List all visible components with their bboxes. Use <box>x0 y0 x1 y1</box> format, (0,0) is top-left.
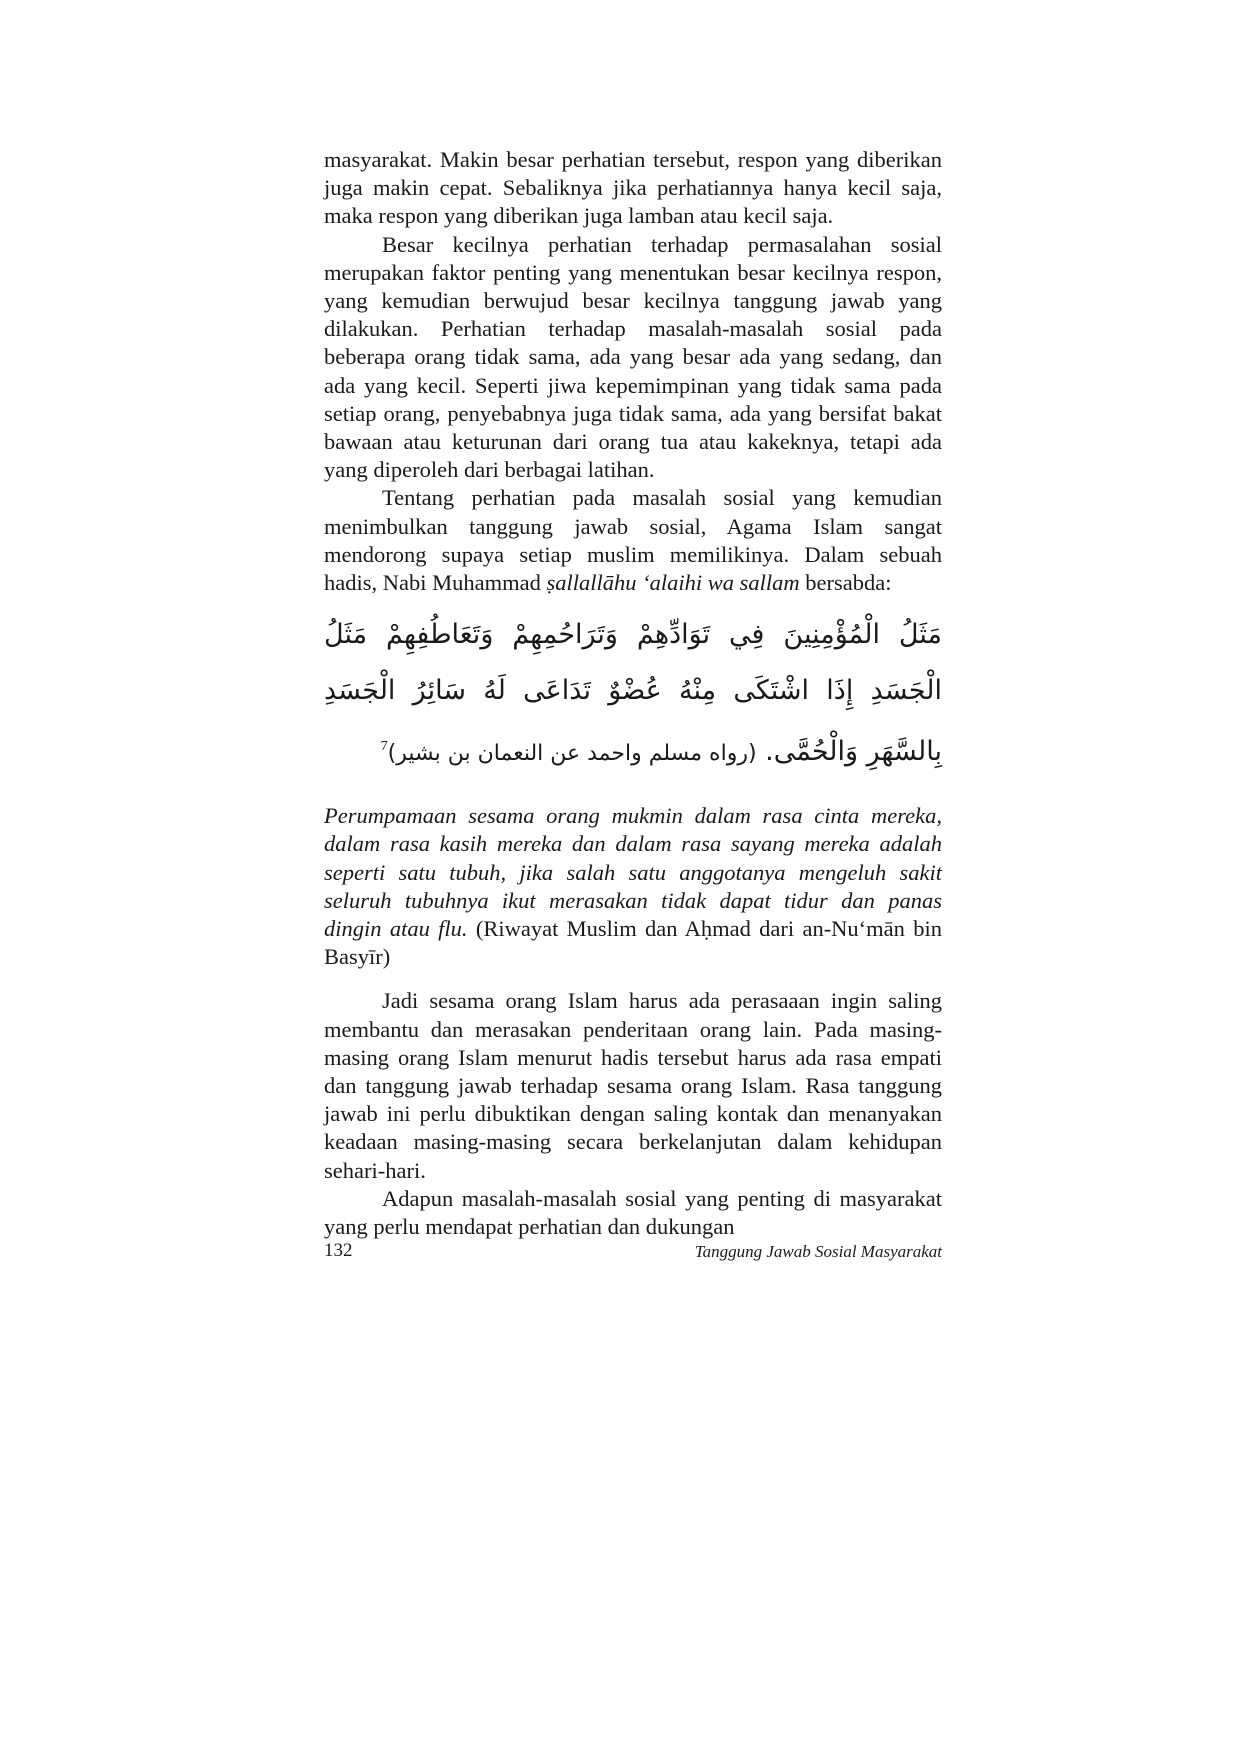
hadith-arabic <box>324 607 942 782</box>
paragraph-4: Jadi sesama orang Islam harus ada perasaaan ingin saling membantu dan merasakan penderitaan orang lain. Pada masing-masing orang Islam menurut hadis tersebut harus ada rasa empati dan tanggung jawab terhadap sesama orang Islam. Rasa tanggung jawab ini perlu dibuktikan dengan saling kontak dan menanyakan keadaan masing-masing secara berkelanjutan dalam kehidupan sehari-hari. <box>324 988 942 1183</box>
hadith-narration: (رواه مسلم واحمد عن النعمان بن بشير) <box>387 741 757 767</box>
page-footer <box>324 1240 942 1270</box>
hadith-arabic-text: مَثَلُ الْمُؤْمِنِينَ فِي تَوَادِّهِمْ وَتَرَاحُمِهِمْ وَتَعَاطُفِهِمْ مَثَلُ الْجَسَدِ إِذَا اشْتَكَى مِنْهُ عُضْوٌ تَدَاعَى لَهُ سَائِرُ الْجَسَدِ بِالسَّهَرِ وَالْحُمَّى. <box>324 619 942 768</box>
paragraph-3-start: Tentang perhatian pada masalah sosial yang kemudian menimbulkan tanggung jawab sosial, Agama Islam sangat mendorong supaya setiap muslim memilikinya. Dalam sebuah hadis, Nabi Muhammad <box>324 485 942 596</box>
translation-source: (Riwayat Muslim dan Aḥmad dari an-Nu‘mān bin Basyīr) <box>324 916 942 970</box>
footnote-reference: 7 <box>380 739 388 755</box>
hadith-translation <box>324 802 942 971</box>
page-number: 132 <box>324 1240 353 1261</box>
running-title: Tanggung Jawab Sosial Masyarakat <box>694 1242 942 1261</box>
translation-text: Perumpamaan sesama orang mukmin dalam rasa cinta mereka, dalam rasa kasih mereka dan dalam rasa sayang mereka adalah seperti satu tubuh, jika salah satu anggotanya mengeluh sakit seluruh tubuhnya ikut merasakan tidak dapat tidur dan panas dingin atau flu. <box>324 803 942 942</box>
paragraph-1: masyarakat. Makin besar perhatian tersebut, respon yang diberikan juga makin cepat. Sebaliknya jika perhatiannya hanya kecil saja, maka respon yang diberikan juga lamban atau kecil saja. <box>324 147 942 229</box>
paragraph-2: Besar kecilnya perhatian terhadap permasalahan sosial merupakan faktor penting yang menentukan besar kecilnya respon, yang kemudian berwujud besar kecilnya tanggung jawab yang dilakukan. Perhatian terhadap masalah-masalah sosial pada beberapa orang tidak sama, ada yang besar ada yang sedang, dan ada yang kecil. Seperti jiwa kepemimpinan yang tidak sama pada setiap orang, penyebabnya juga tidak sama, ada yang bersifat bakat bawaan atau keturunan dari orang tua atau kakeknya, tetapi ada yang diperoleh dari berbagai latihan. <box>324 231 942 483</box>
paragraph-5: Adapun masalah-masalah sosial yang penting di masyarakat yang perlu mendapat perhatian dan dukungan <box>324 1185 942 1240</box>
paragraph-3 <box>324 484 942 597</box>
salawat-phrase: ṣallallāhu ‘alaihi wa sallam <box>546 570 800 596</box>
paragraph-3-end: bersabda: <box>799 570 892 596</box>
page-body <box>324 146 942 1241</box>
